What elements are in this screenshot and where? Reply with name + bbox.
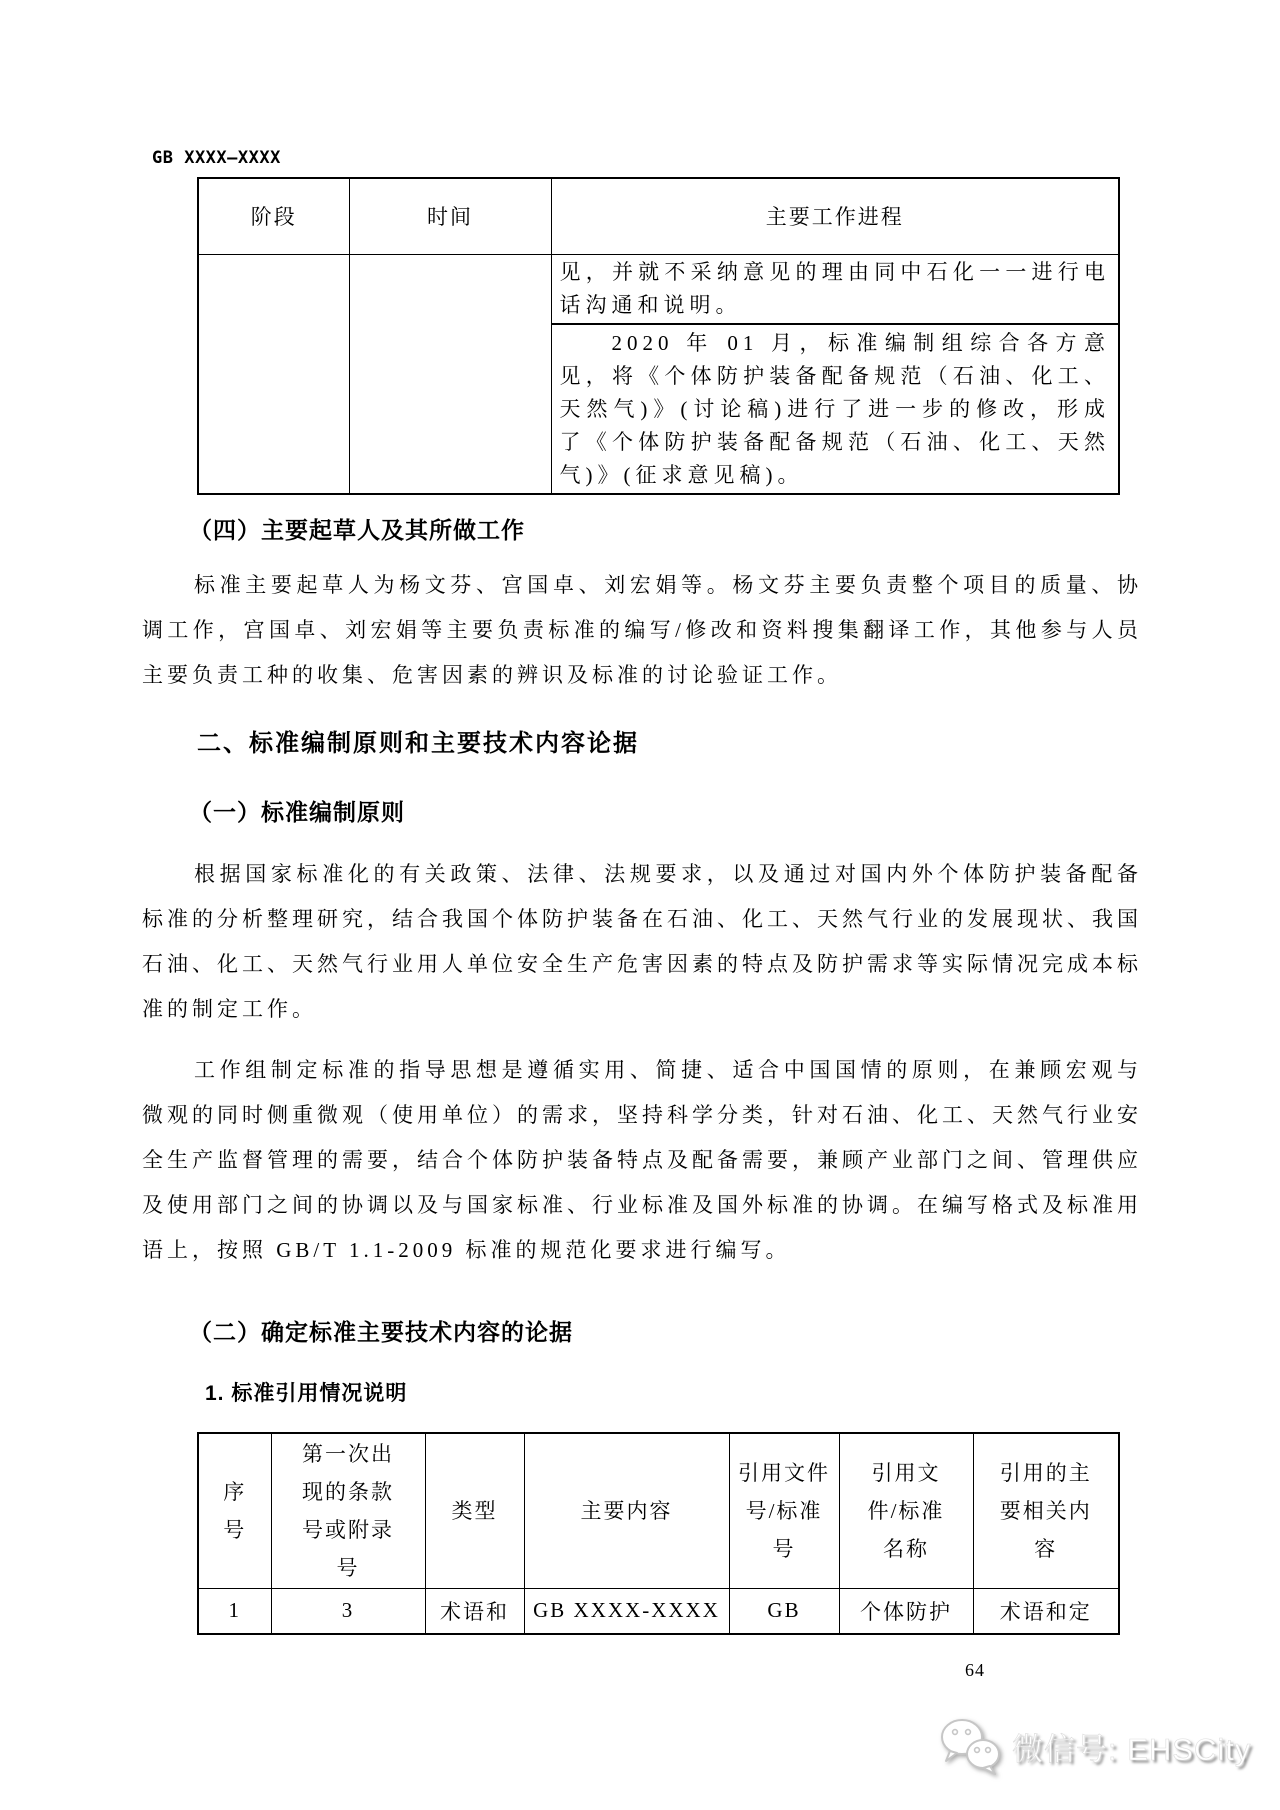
column-header-progress: 主要工作进程 (551, 178, 1119, 254)
paragraph-principles-2: 工作组制定标准的指导思想是遵循实用、简捷、适合中国国情的原则，在兼顾宏观与微观的同时侧重微观（使用单位）的需求，坚持科学分类，针对石油、化工、天然气行业安全生产监督管理的需要，结合个体防护装备特点及配备需要，兼顾产业部门之间、管理供应及使用部门之间的协调以及与国家标准、行业标准及国外标准的协调。在编写格式及标准用语上，按照 GB/T 1.1-2009 标准的规范化要求进行编写。 (142, 1058, 1142, 1262)
column-header-clause: 第一次出现的条款号或附录号 (271, 1433, 425, 1588)
chapter-heading-two: 二、标准编制原则和主要技术内容论据 (197, 730, 639, 757)
column-header-time: 时间 (349, 178, 551, 254)
cell-type: 术语和 (425, 1588, 524, 1634)
cell-doc-number: GB (729, 1588, 839, 1634)
cell-clause: 3 (271, 1588, 425, 1634)
progress-cell: 2020 年 01 月，标准编制组综合各方意见，将《个体防护装备配备规范（石油、化工、天然气)》(讨论稿)进行了进一步的修改，形成了《个体防护装备配备规范（石油、化工、天然气)》(征求意见稿)。 (551, 324, 1119, 494)
wechat-icon (938, 1716, 1004, 1776)
column-header-related: 引用的主要相关内容 (973, 1433, 1119, 1588)
column-header-index: 序号 (198, 1433, 271, 1588)
citation-table (197, 1432, 1120, 1635)
column-header-content: 主要内容 (524, 1433, 729, 1588)
paragraph-drafters: 标准主要起草人为杨文芬、宫国卓、刘宏娟等。杨文芬主要负责整个项目的质量、协调工作，宫国卓、刘宏娟等主要负责标准的编写/修改和资料搜集翻译工作，其他参与人员主要负责工种的收集、危害因素的辨识及标准的讨论验证工作。 (142, 573, 1142, 687)
section-heading-one: （一）标准编制原则 (189, 799, 405, 825)
table-header-row (198, 1433, 1119, 1588)
cell-index: 1 (198, 1588, 271, 1634)
work-progress-table (197, 177, 1120, 495)
wechat-watermark (938, 1716, 1251, 1776)
section-heading-four: （四）主要起草人及其所做工作 (189, 517, 525, 543)
page-number: 64 (965, 1660, 985, 1680)
paragraph-principles-1: 根据国家标准化的有关政策、法律、法规要求，以及通过对国内外个体防护装备配备标准的分析整理研究，结合我国个体防护装备在石油、化工、天然气行业的发展现状、我国石油、化工、天然气行业用人单位安全生产危害因素的特点及防护需求等实际情况完成本标准的制定工作。 (142, 862, 1142, 1021)
subheading-citation: 1. 标准引用情况说明 (205, 1382, 408, 1405)
stage-cell (198, 254, 349, 494)
doc-code: GB XXXX—XXXX (152, 148, 281, 168)
table-row (198, 1588, 1119, 1634)
column-header-doc-number: 引用文件号/标准号 (729, 1433, 839, 1588)
section-heading-two: （二）确定标准主要技术内容的论据 (189, 1319, 573, 1345)
table-row (198, 254, 1119, 324)
column-header-doc-name: 引用文件/标准名称 (839, 1433, 973, 1588)
watermark-label: 微信号: EHSCity (1012, 1731, 1252, 1767)
cell-doc-name: 个体防护 (839, 1588, 973, 1634)
cell-content: GB XXXX-XXXX (524, 1588, 729, 1634)
time-cell (349, 254, 551, 494)
progress-cell: 见，并就不采纳意见的理由同中石化一一进行电话沟通和说明。 (551, 254, 1119, 324)
column-header-type: 类型 (425, 1433, 524, 1588)
cell-related: 术语和定 (973, 1588, 1119, 1634)
column-header-stage: 阶段 (198, 178, 349, 254)
table-header-row (198, 178, 1119, 254)
